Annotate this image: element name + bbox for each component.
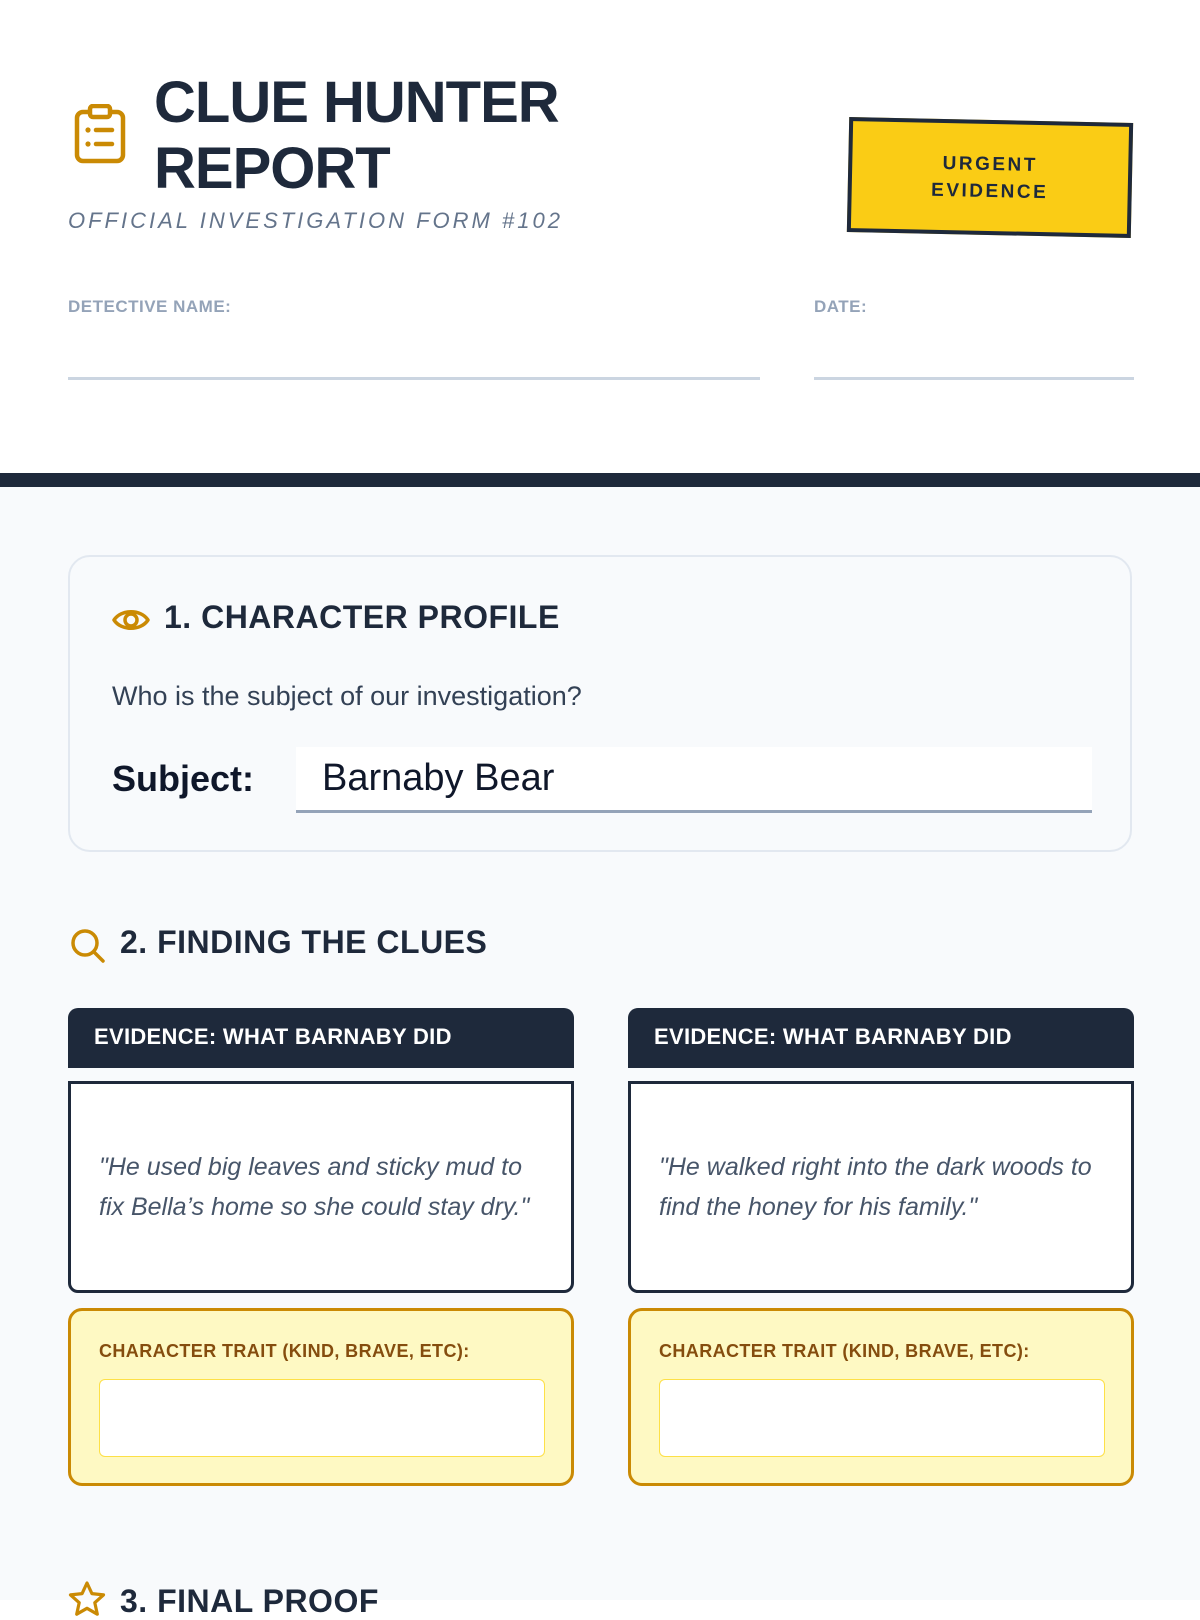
section-1-title: 1. CHARACTER PROFILE	[164, 599, 560, 635]
section-3-title: 3. FINAL PROOF	[120, 1583, 379, 1619]
page-title	[154, 70, 559, 202]
eye-icon	[112, 605, 150, 635]
trait-box-2	[628, 1308, 1134, 1486]
header-divider	[0, 473, 1200, 487]
detective-name-label: DETECTIVE NAME:	[68, 297, 232, 316]
trait-input-1[interactable]	[99, 1379, 545, 1457]
report-header	[0, 0, 1200, 473]
title-line-2: REPORT	[154, 136, 390, 201]
form-subtitle: OFFICIAL INVESTIGATION FORM #102	[68, 208, 563, 233]
clipboard-icon	[74, 104, 126, 164]
date-field[interactable]	[814, 377, 1134, 380]
urgent-evidence-stamp	[847, 117, 1133, 238]
evidence-quote-box-2	[628, 1081, 1134, 1293]
section-2-title: 2. FINDING THE CLUES	[120, 924, 488, 960]
search-icon	[70, 928, 106, 964]
evidence-quote-2: "He walked right into the dark woods to find the honey for his family."	[659, 1153, 1092, 1221]
evidence-quote-box-1	[68, 1081, 574, 1293]
trait-label-1: CHARACTER TRAIT (KIND, BRAVE, ETC):	[99, 1341, 470, 1361]
star-icon	[68, 1581, 106, 1617]
title-line-1: CLUE HUNTER	[154, 70, 559, 135]
report-body	[0, 487, 1200, 1619]
date-label: DATE:	[814, 297, 868, 316]
evidence-header-2: EVIDENCE: WHAT BARNABY DID	[628, 1008, 1134, 1068]
detective-name-field[interactable]	[68, 377, 760, 380]
character-profile-card	[68, 555, 1132, 852]
subject-label: Subject:	[112, 758, 255, 799]
evidence-header-1: EVIDENCE: WHAT BARNABY DID	[68, 1008, 574, 1068]
trait-label-2: CHARACTER TRAIT (KIND, BRAVE, ETC):	[659, 1341, 1030, 1361]
trait-input-2[interactable]	[659, 1379, 1105, 1457]
profile-question: Who is the subject of our investigation?	[112, 681, 582, 711]
stamp-text: URGENT EVIDENCE	[930, 152, 1049, 203]
evidence-quote-1: "He used big leaves and sticky mud to fix Bella’s home so she could stay dry."	[99, 1153, 530, 1221]
subject-input[interactable]	[296, 747, 1092, 813]
trait-box-1	[68, 1308, 574, 1486]
